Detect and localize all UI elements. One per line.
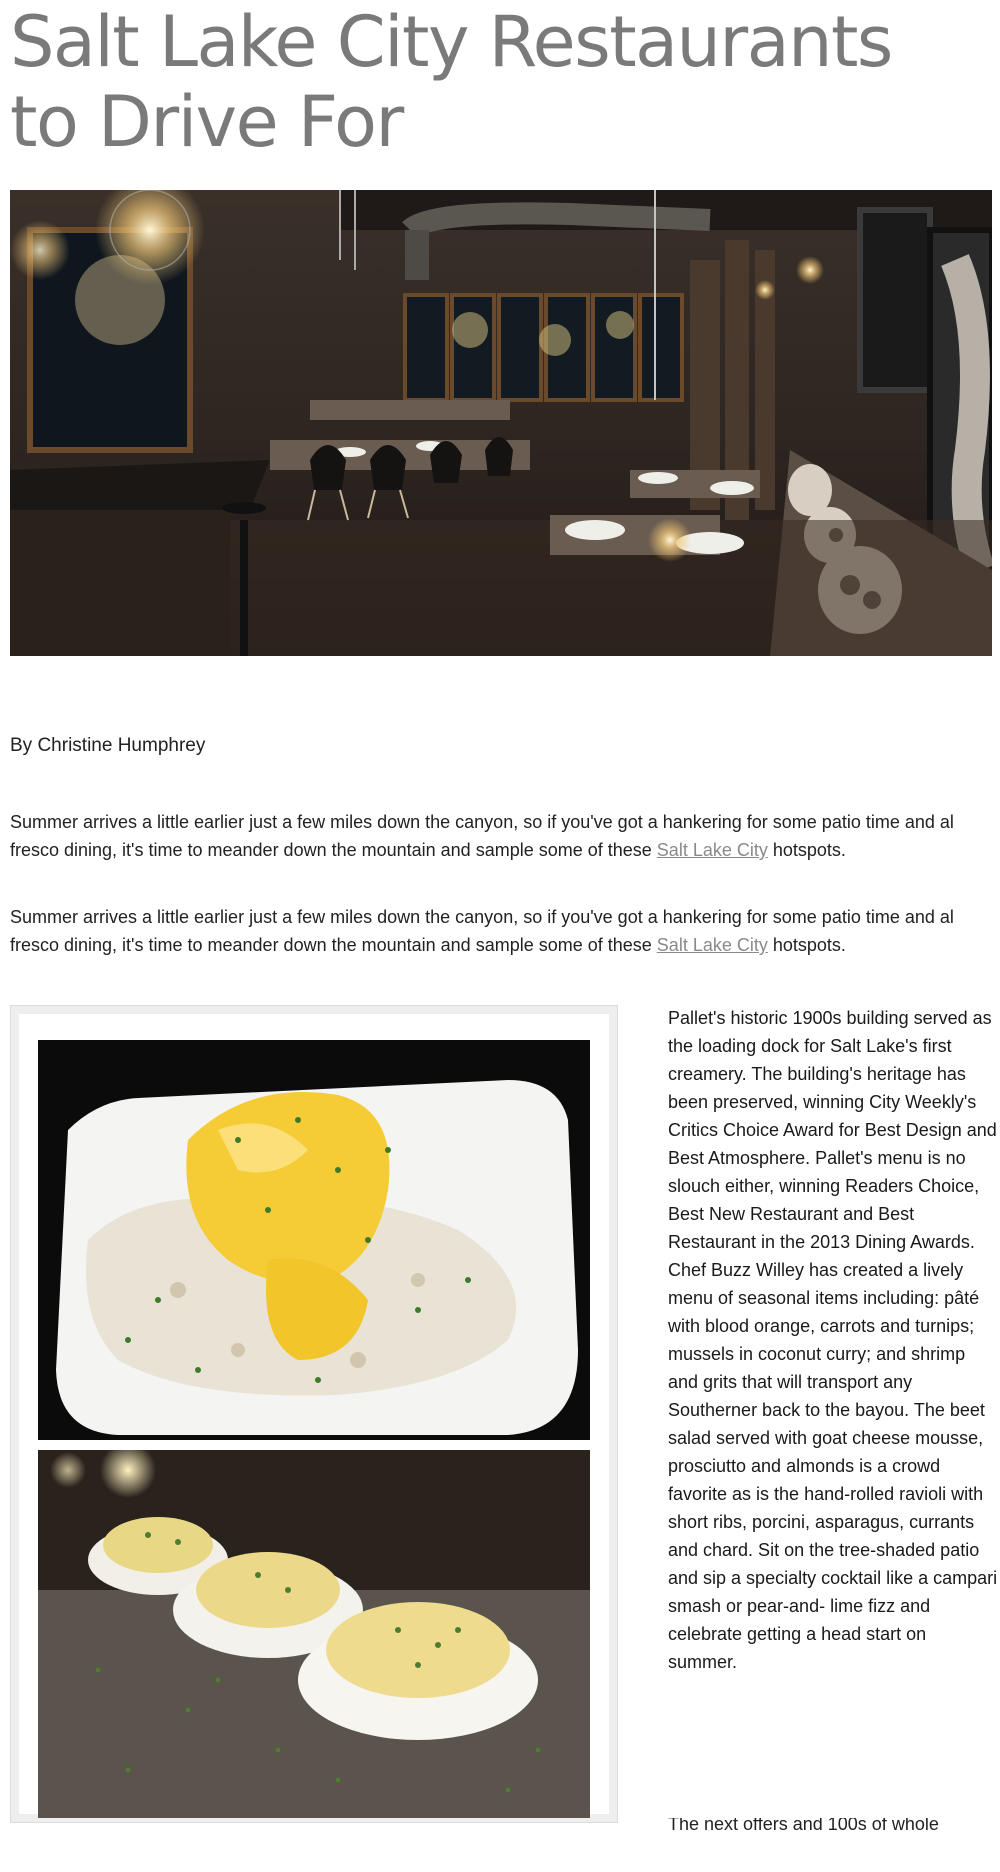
article-title: Salt Lake City Restaurants to Drive For — [10, 1, 892, 163]
restaurant-interior-photo — [10, 190, 992, 656]
next-paragraph-text: The next offers and 100s of whole — [668, 1818, 939, 1830]
intro-text-end: hotspots. — [767, 840, 846, 860]
deviled-eggs-photo — [38, 1450, 590, 1818]
intro-paragraph-repeat — [10, 903, 995, 959]
intro-text-end: hotspots. — [767, 935, 846, 955]
eggs-and-gravy-photo — [38, 1040, 590, 1440]
next-paragraph-cut — [668, 1818, 998, 1830]
salt-lake-city-link[interactable]: Salt Lake City — [656, 840, 768, 860]
salt-lake-city-link[interactable]: Salt Lake City — [656, 935, 768, 955]
intro-text: Summer arrives a little earlier just a few miles down the canyon, so if you've got a hankering for some patio time and al fresco dining, it's time to meander down the mountain and sample some of these — [10, 907, 954, 955]
intro-text: Summer arrives a little earlier just a few miles down the canyon, so if you've got a hankering for some patio time and al fresco dining, it's time to meander down the mountain and sample some of these — [10, 812, 954, 860]
intro-paragraph — [10, 808, 995, 864]
pallet-description: Pallet's historic 1900s building served as the loading dock for Salt Lake's first creamery. The building's heritage has been preserved, winning City Weekly's Critics Choice Award for Best Design and Best Atmosphere. Pallet's menu is no slouch either, winning Readers Choice, Best New Restaurant and Best Restaurant in the 2013 Dining Awards. Chef Buzz Willey has created a lively menu of seasonal items including: pâté with blood orange, carrots and turnips; mussels in coconut curry; and shrimp and grits that will transport any Southerner back to the bayou. The beet salad served with goat cheese mousse, prosciutto and almonds is a crowd favorite as is the hand-rolled ravioli with short ribs, porcini, asparagus, currants and chard. Sit on the tree-shaded patio and sip a specialty cocktail like a campari smash or pear-and- lime fizz and celebrate getting a head start on summer. — [668, 1008, 998, 1672]
article-byline: By Christine Humphrey — [10, 735, 206, 756]
